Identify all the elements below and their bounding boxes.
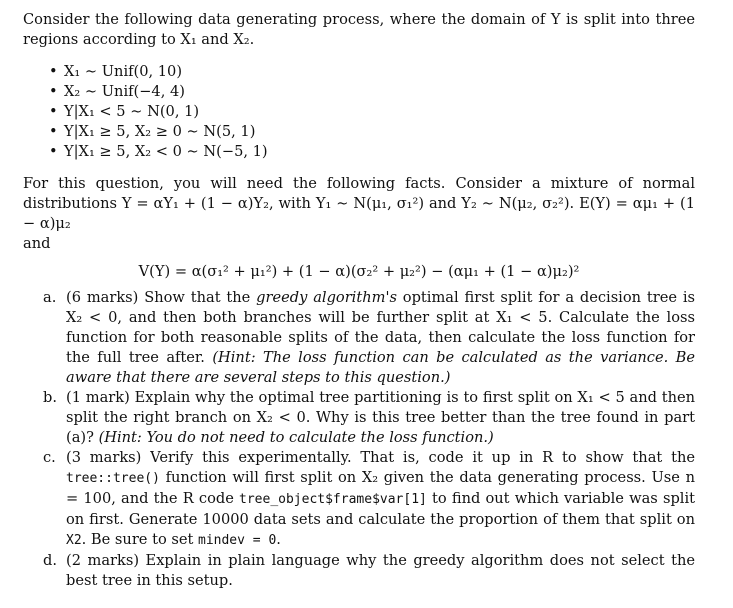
part-d-text: (2 marks) Explain in plain language why the greedy algorithm does not select the best tree in this setup. — [66, 552, 695, 589]
part-label: d. — [43, 552, 57, 569]
list-item: • X₁ ∼ Unif(0, 10) — [49, 62, 695, 82]
part-c-text: to find out which variable was split on first. Generate 10000 data sets and calculate the proportion of them that split on — [66, 490, 695, 528]
part-c-text: function will first split on X₂ given the data generating process. Use n = 100, and the R code — [66, 469, 695, 507]
part-label: a. — [43, 289, 57, 306]
facts-and: and — [23, 235, 51, 252]
code-tree-function: tree::tree() — [66, 471, 160, 486]
list-item: • Y|X₁ < 5 ∼ N(0, 1) — [49, 102, 695, 122]
code-mindev: mindev = 0 — [198, 533, 277, 548]
part-label: b. — [43, 389, 57, 406]
list-item: • X₂ ∼ Unif(−4, 4) — [49, 82, 695, 102]
part-label: c. — [43, 449, 56, 466]
part-a-emphasis: greedy algorithm's — [256, 289, 397, 306]
facts-paragraph: For this question, you will need the following facts. Consider a mixture of normal distributions Y = αY₁ + (1 − α)Y₂, with Y₁ ∼ N(μ₁, σ₁²) and Y₂ ∼ N(μ₂, σ₂²). E(Y) = αμ₁ + (1 − α)μ₂ — [23, 175, 695, 232]
variance-formula: V(Y) = α(σ₁² + μ₁²) + (1 − α)(σ₂² + μ₂²) − (αμ₁ + (1 − α)μ₂)² — [138, 263, 580, 280]
part-a-text-cont: optimal first split for a decision tree is X₂ < 0, and then both branches will be further split at X₁ < 5. Calculate the loss function for both reasonable splits of the data, then calculate the loss function for the full tree after. — [66, 289, 696, 366]
part-b-text: (1 mark) Explain why the optimal tree partitioning is to first split on X₁ < 5 and then split the right branch on X₂ < 0. Why is this tree better than the tree found in part (a)? — [66, 389, 695, 446]
part-c-text: (3 marks) Verify this experimentally. That is, code it up in R to show that the — [66, 449, 695, 466]
part-a — [43, 288, 696, 388]
code-frame-var: tree_object$frame$var[1] — [239, 492, 427, 507]
part-d — [43, 551, 695, 591]
part-a-hint: (Hint: The loss function can be calculated as the variance. Be aware that there are several steps to this question.) — [66, 349, 695, 386]
part-b-hint: (Hint: You do not need to calculate the loss function.) — [98, 429, 494, 446]
part-b — [43, 388, 695, 448]
code-x2: X2 — [66, 533, 82, 548]
question-parts — [23, 288, 695, 591]
intro-paragraph: Consider the following data generating process, where the domain of Y is split into three regions according to X₁ and X₂. — [23, 11, 695, 48]
data-generating-process-list — [23, 62, 695, 162]
part-c-text: . — [276, 531, 281, 548]
part-a-text: (6 marks) Show that the — [66, 289, 257, 306]
part-c-text: . Be sure to set — [81, 531, 198, 548]
list-item: • Y|X₁ ≥ 5, X₂ < 0 ∼ N(−5, 1) — [49, 142, 695, 162]
part-c — [43, 448, 695, 551]
list-item: • Y|X₁ ≥ 5, X₂ ≥ 0 ∼ N(5, 1) — [49, 122, 695, 142]
